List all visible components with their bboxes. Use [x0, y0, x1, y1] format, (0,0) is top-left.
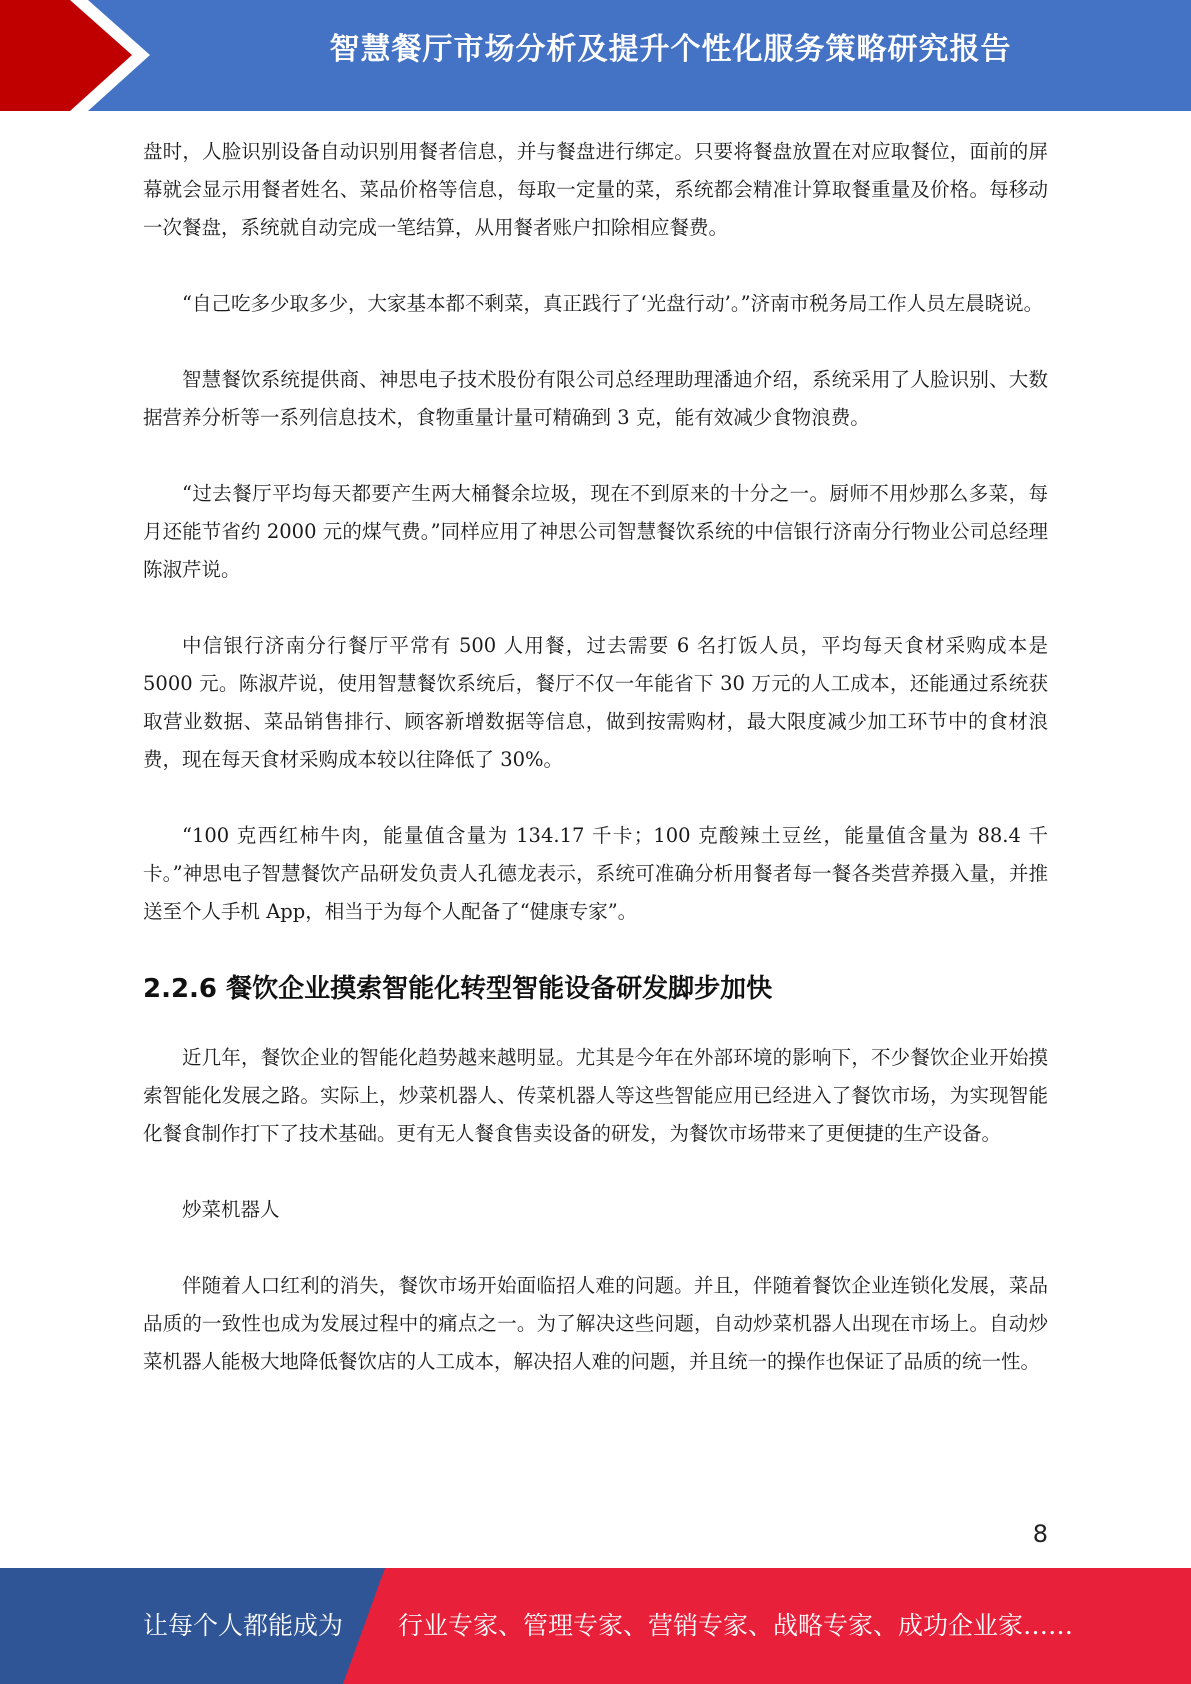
document-body: [143, 133, 1048, 1419]
document-title: 智慧餐厅市场分析及提升个性化服务策略研究报告: [329, 32, 1012, 67]
paragraph-pan-di: 智慧餐饮系统提供商、神思电子技术股份有限公司总经理助理潘迪介绍，系统采用了人脸识别、大数据营养分析等一系列信息技术，食物重量计量可精确到 3 克，能有效减少食物浪费。: [143, 368, 1048, 429]
paragraph-cooking-robot: 伴随着人口红利的消失，餐饮市场开始面临招人难的问题。并且，伴随着餐饮企业连锁化发展，菜品品质的一致性也成为发展过程中的痛点之一。为了解决这些问题，自动炒菜机器人出现在市场上。自动炒菜机器人能极大地降低餐饮店的人工成本，解决招人难的问题，并且统一的操作也保证了品质的统一性。: [143, 1274, 1048, 1373]
page-number: 8: [1032, 1520, 1048, 1548]
paragraph-nutrition: “100 克西红柿牛肉，能量值含量为 134.17 千卡；100 克酸辣土豆丝，能量值含量为 88.4 千卡。”神思电子智慧餐饮产品研发负责人孔德龙表示，系统可准确分析用餐者每一餐各类营养摄入量，并推送至个人手机 App，相当于为每个人配备了“健康专家”。: [143, 824, 1048, 923]
paragraph-quote-zuo: “自己吃多少取多少，大家基本都不剩菜，真正践行了‘光盘行动’。”济南市税务局工作人员左晨晓说。: [182, 292, 1044, 315]
section-heading: 2.2.6 餐饮企业摸索智能化转型智能设备研发脚步加快: [143, 974, 773, 1004]
paragraph-citic-canteen: 中信银行济南分行餐厅平常有 500 人用餐，过去需要 6 名打饭人员，平均每天食材采购成本是 5000 元。陈淑芹说，使用智慧餐饮系统后，餐厅不仅一年能省下 30 万元的人工成本，还能通过系统获取营业数据、菜品销售排行、顾客新增数据等信息，做到按需购材，最大限度减少加工环节中的食材浪费，现在每天食材采购成本较以往降低了 30%。: [143, 634, 1048, 771]
footer-slogan-right: 行业专家、管理专家、营销专家、战略专家、成功企业家……: [398, 1611, 1074, 1640]
footer-slogan-left: 让每个人都能成为: [143, 1611, 344, 1640]
paragraph-continued: 盘时，人脸识别设备自动识别用餐者信息，并与餐盘进行绑定。只要将餐盘放置在对应取餐位，面前的屏幕就会显示用餐者姓名、菜品价格等信息，每取一定量的菜，系统都会精准计算取餐重量及价格。每移动一次餐盘，系统就自动完成一笔结算，从用餐者账户扣除相应餐费。: [143, 140, 1048, 239]
paragraph-quote-chen: “过去餐厅平均每天都要产生两大桶餐余垃圾，现在不到原来的十分之一。厨师不用炒那么多菜，每月还能节省约 2000 元的煤气费。”同样应用了神思公司智慧餐饮系统的中信银行济南分行物业公司总经理陈淑芹说。: [143, 482, 1048, 581]
page-footer: [0, 1568, 1191, 1684]
paragraph-intelligent-trend: 近几年，餐饮企业的智能化趋势越来越明显。尤其是今年在外部环境的影响下，不少餐饮企业开始摸索智能化发展之路。实际上，炒菜机器人、传菜机器人等这些智能应用已经进入了餐饮市场，为实现智能化餐食制作打下了技术基础。更有无人餐食售卖设备的研发，为餐饮市场带来了更便捷的生产设备。: [143, 1046, 1048, 1145]
page-header: [0, 0, 1191, 111]
subheading-cooking-robot: 炒菜机器人: [182, 1198, 280, 1221]
